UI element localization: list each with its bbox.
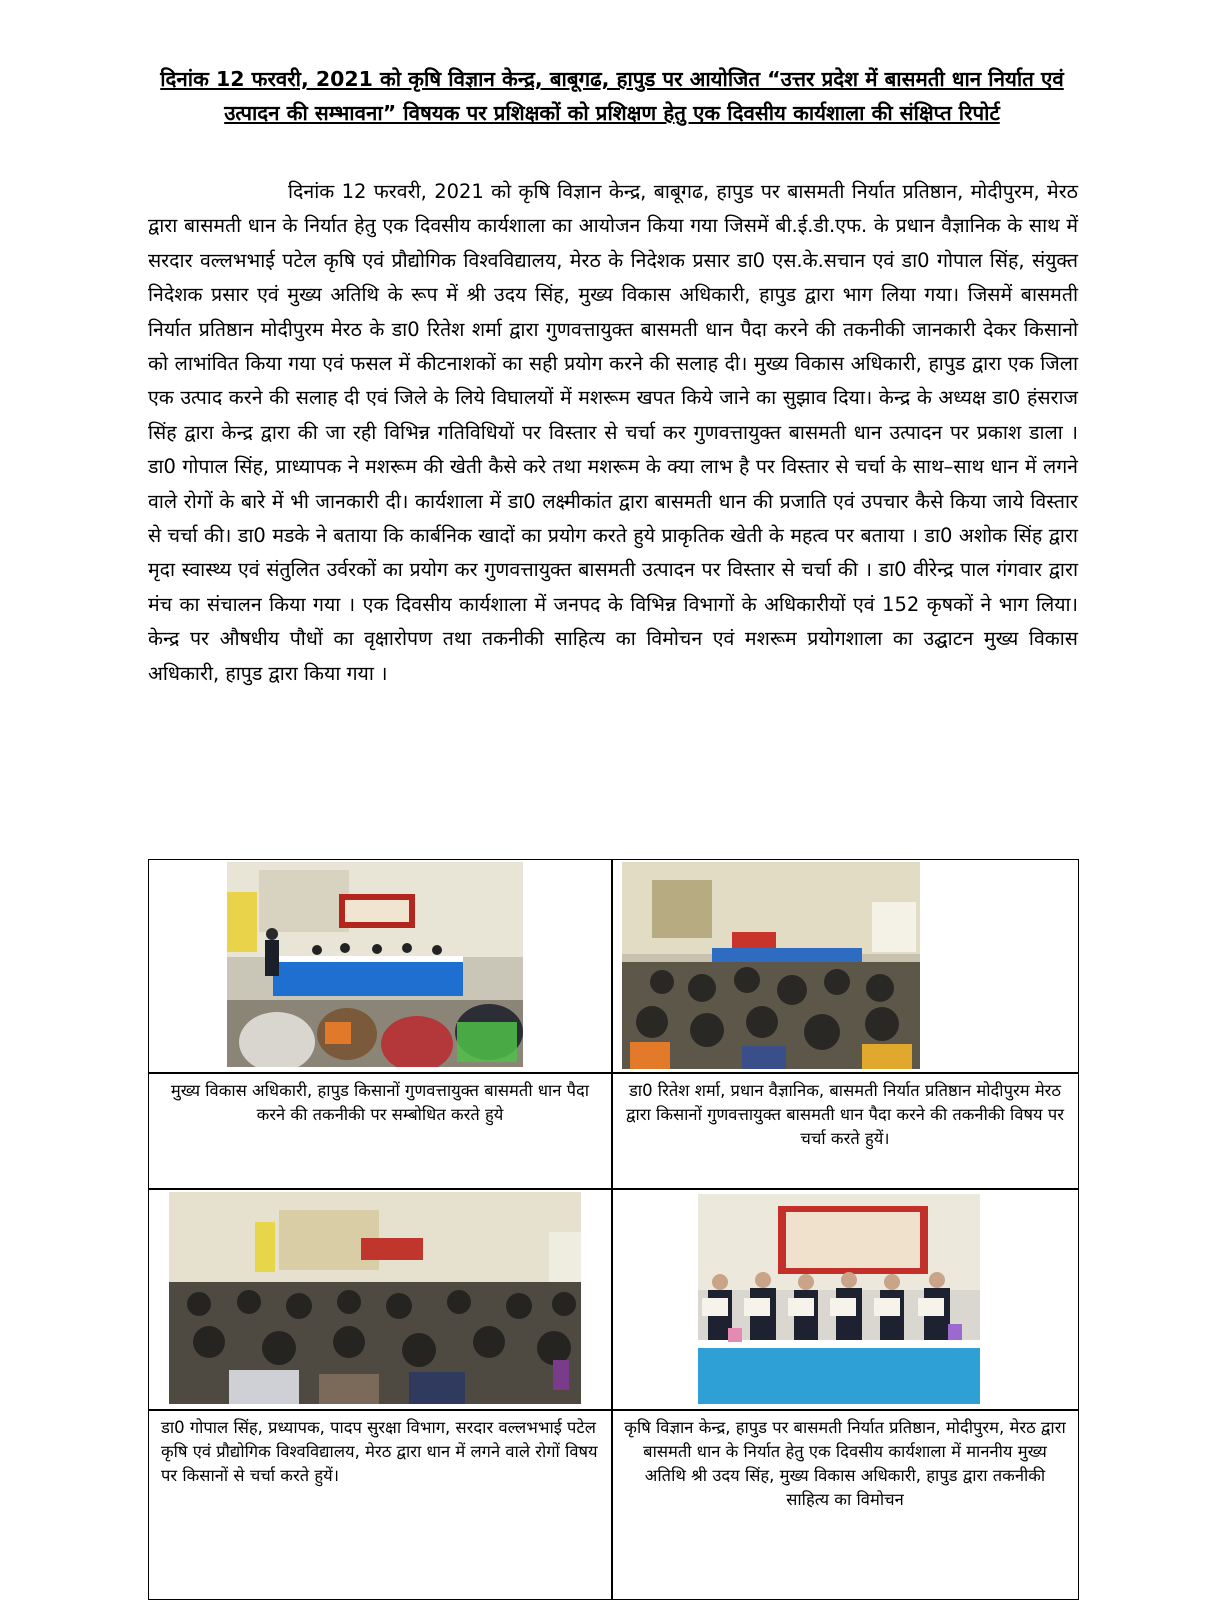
photo-cell-1 (149, 860, 611, 1072)
photo-audience-hall (622, 862, 920, 1069)
photo-workshop-stage (227, 862, 523, 1067)
photo-table (148, 859, 1079, 1600)
photo-farmers-discussion (169, 1192, 581, 1404)
photo-caption-2: डा0 रितेश शर्मा, प्रधान वैज्ञानिक, बासमती निर्यात प्रतिष्ठान मोदीपुरम मेरठ द्वारा किसानों गुणवत्तायुक्त बासमती धान पैदा करने की तकनीकी विषय पर चर्चा करते हुयें। (626, 1081, 1064, 1148)
photo-caption-3: डा0 गोपाल सिंह, प्रध्यापक, पादप सुरक्षा विभाग, सरदार वल्लभभाई पटेल कृषि एवं प्रौद्योगिक विश्वविद्यालय, मेरठ द्वारा धान में लगने वाले रोगों विषय पर किसानों से चर्चा करते हुयें। (161, 1418, 598, 1485)
report-body: दिनांक 12 फरवरी, 2021 को कृषि विज्ञान केन्द्र, बाबूगढ, हापुड पर बासमती निर्यात प्रतिष्ठान, मोदीपुरम, मेरठ द्वारा बासमती धान के निर्यात हेतु एक दिवसीय कार्यशाला का आयोजन किया गया जिसमें बी.ई.डी.एफ. के प्रधान वैज्ञानिक के साथ में सरदार वल्लभभाई पटेल कृषि एवं प्रौद्योगिक विश्वविद्यालय, मेरठ के निदेशक प्रसार डा0 एस.के.सचान एवं डा0 गोपाल सिंह, संयुक्त निदेशक प्रसार एवं मुख्य अतिथि के रूप में श्री उदय सिंह, मुख्य विकास अधिकारी, हापुड द्वारा भाग लिया गया। जिसमें बासमती निर्यात प्रतिष्ठान मोदीपुरम मेरठ के डा0 रितेश शर्मा द्वारा गुणवत्तायुक्त बासमती धान पैदा करने की तकनीकी जानकारी देकर किसानो को लाभांवित किया गया एवं फसल में कीटनाशकों का सही प्रयोग करने की सलाह दी। मुख्य विकास अधिकारी, हापुड द्वारा एक जिला एक उत्पाद करने की सलाह दी एवं जिले के लिये विघालयों में मशरूम खपत किये जाने का सुझाव दिया। केन्द्र के अध्यक्ष डा0 हंसराज सिंह द्वारा केन्द्र द्वारा की जा रही विभिन्न गतिविधियों पर विस्तार से चर्चा कर गुणवत्तायुक्त बासमती धान उत्पादन पर प्रकाश डाला । डा0 गोपाल सिंह, प्राध्यापक ने मशरूम की खेती कैसे करे तथा मशरूम के क्या लाभ है पर विस्तार से चर्चा के साथ–साथ धान में लगने वाले रोगों के बारे में भी जानकारी दी। कार्यशाला में डा0 लक्ष्मीकांत द्वारा बासमती धान की प्रजाति एवं उपचार कैसे किया जाये विस्तार से चर्चा की। डा0 मडके ने बताया कि कार्बनिक खादों का प्रयोग करते हुये प्राकृतिक खेती के महत्व पर बताया । डा0 अशोक सिंह द्वारा मृदा स्वास्थ्य एवं संतुलित उर्वरकों का प्रयोग कर गुणवत्तायुक्त बासमती उत्पादन पर विस्तार से चर्चा की । डा0 वीरेन्द्र पाल गंगवार द्वारा मंच का संचालन किया गया । एक दिवसीय कार्यशाला में जनपद के विभिन्न विभागों के अधिकारीयों एवं 152 कृषकों ने भाग लिया। केन्द्र पर औषधीय पौधों का वृक्षारोपण तथा तकनीकी साहित्य का विमोचन एवं मशरूम प्रयोगशाला का उद्घाटन मुख्य विकास अधिकारी, हापुड द्वारा किया गया । (148, 180, 1078, 685)
photo-cell-3 (149, 1190, 611, 1409)
caption-cell-1 (149, 1074, 611, 1188)
photo-caption-4: कृषि विज्ञान केन्द्र, हापुड पर बासमती निर्यात प्रतिष्ठान, मोदीपुरम, मेरठ द्वारा बासमती धान के निर्यात हेतु एक दिवसीय कार्यशाला में माननीय मुख्य अतिथि श्री उदय सिंह, मुख्य विकास अधिकारी, हापुड द्वारा तकनीकी साहित्य का विमोचन (624, 1418, 1066, 1509)
photo-literature-release (698, 1194, 980, 1404)
caption-cell-2 (612, 1074, 1078, 1188)
photo-cell-2 (612, 860, 1078, 1072)
photo-cell-4 (612, 1190, 1078, 1409)
report-title: दिनांक 12 फरवरी, 2021 को कृषि विज्ञान केन्द्र, बाबूगढ, हापुड पर आयोजित “उत्तर प्रदेश में बासमती धान निर्यात एवं उत्पादन की सम्भावना” विषयक पर प्रशिक्षकों को प्रशिक्षण हेतु एक दिवसीय कार्यशाला की संक्षिप्त रिपोर्ट (160, 67, 1064, 125)
photo-caption-1: मुख्य विकास अधिकारी, हापुड किसानों गुणवत्तायुक्त बासमती धान पैदा करने की तकनीकी पर सम्बोधित करते हुये (170, 1081, 590, 1124)
caption-cell-3 (149, 1411, 611, 1601)
caption-cell-4 (612, 1411, 1078, 1601)
